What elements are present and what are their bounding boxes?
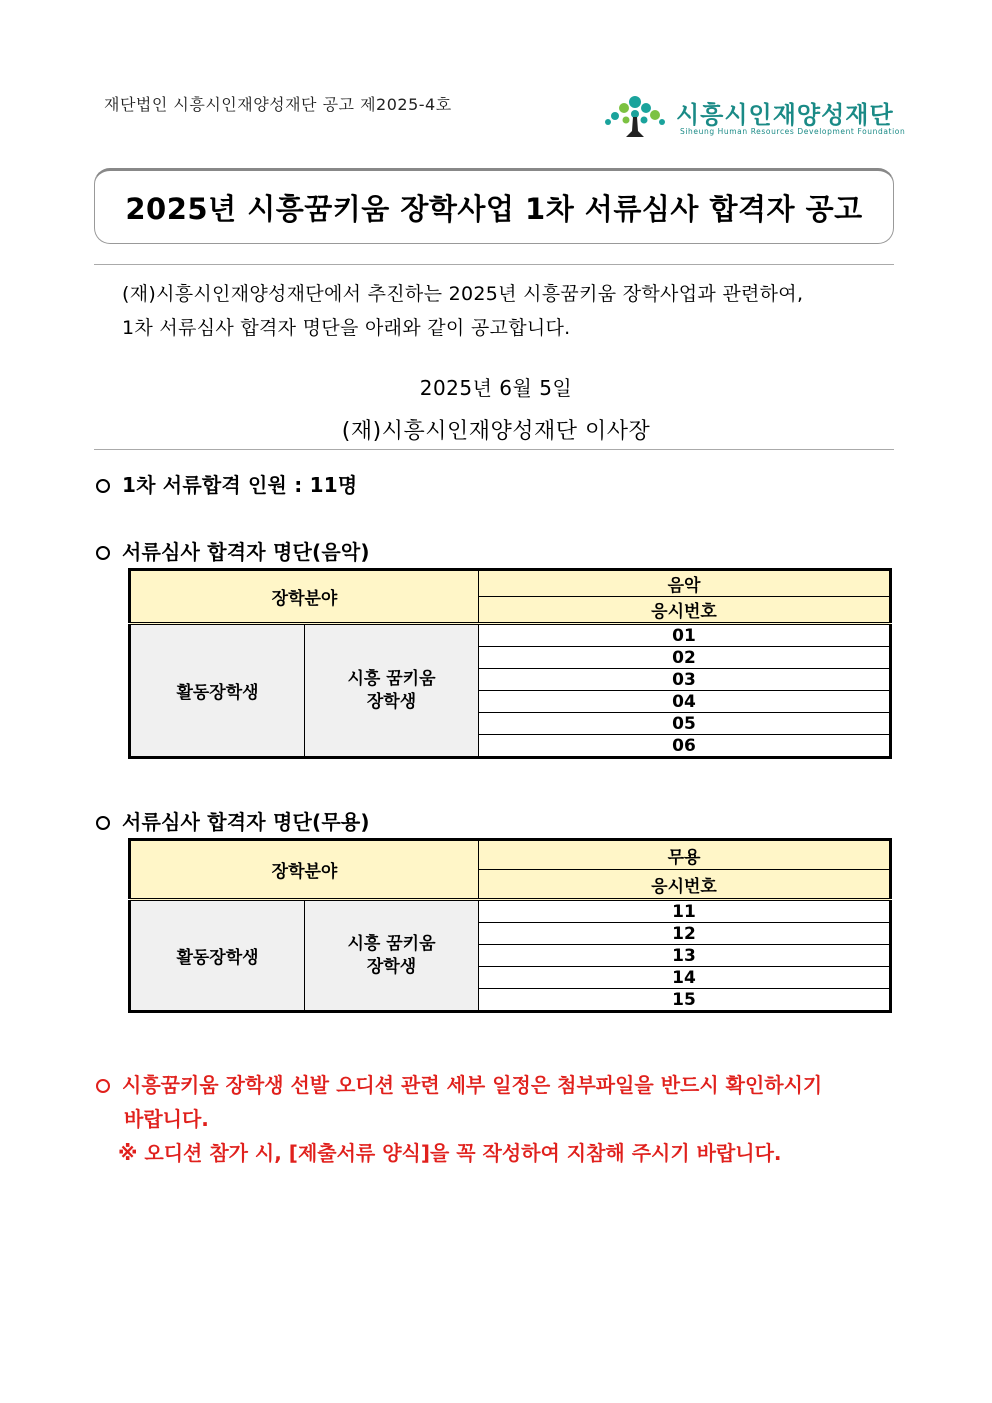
logo-subtitle: Siheung Human Resources Development Foundation <box>680 127 906 136</box>
issuer: (재)시흥시인재양성재단 이사장 <box>341 419 651 444</box>
program-cell <box>305 624 479 758</box>
summary-item <box>96 469 357 498</box>
program-line-1: 시흥 꿈키움 <box>347 668 436 689</box>
foundation-logo <box>604 93 906 141</box>
divider-top <box>94 264 894 265</box>
music-heading <box>96 536 370 565</box>
field-label: 장학분야 <box>130 840 479 900</box>
applicant-number: 12 <box>479 923 891 945</box>
page-title: 2025년 시흥꿈키움 장학사업 1차 서류심사 합격자 공고 <box>125 191 863 226</box>
applicant-number: 14 <box>479 967 891 989</box>
category-cell: 무용 <box>479 840 891 870</box>
program-line-1: 시흥 꿈키움 <box>347 933 436 954</box>
dance-table <box>128 838 892 1013</box>
applicant-number: 03 <box>479 669 891 691</box>
program-line-2: 장학생 <box>366 691 417 712</box>
announcement-date: 2025년 6월 5일 <box>419 376 573 400</box>
applicant-number: 05 <box>479 713 891 735</box>
category-cell: 음악 <box>479 570 891 597</box>
notice-line-1: 시흥꿈키움 장학생 선발 오디션 관련 세부 일정은 첨부파일을 반드시 확인하시기 <box>122 1073 823 1097</box>
foundation-tree-icon <box>604 93 666 139</box>
program-cell <box>305 900 479 1012</box>
applicant-number: 01 <box>479 624 891 647</box>
type-cell: 활동장학생 <box>130 900 305 1012</box>
notice-line-2: 바랍니다. <box>124 1107 209 1131</box>
applicant-number: 13 <box>479 945 891 967</box>
circle-bullet-icon <box>96 546 110 560</box>
circle-bullet-icon <box>96 479 110 493</box>
title-box <box>94 168 894 244</box>
circle-bullet-icon <box>96 816 110 830</box>
applicant-number: 02 <box>479 647 891 669</box>
program-line-2: 장학생 <box>366 956 417 977</box>
type-cell: 활동장학생 <box>130 624 305 758</box>
applicant-number: 15 <box>479 989 891 1012</box>
number-label: 응시번호 <box>479 597 891 624</box>
circle-bullet-icon <box>96 1079 110 1093</box>
music-table <box>128 568 892 759</box>
intro-paragraph <box>122 277 892 345</box>
divider-bottom <box>94 449 894 450</box>
dance-heading <box>96 806 370 835</box>
audition-notice <box>96 1068 896 1136</box>
audition-note: ※ 오디션 참가 시, [제출서류 양식]을 꼭 작성하여 지참해 주시기 바랍니다. <box>118 1141 782 1165</box>
intro-line-1: (재)시흥시인재양성재단에서 추진하는 2025년 시흥꿈키움 장학사업과 관련하여, <box>122 283 804 305</box>
number-label: 응시번호 <box>479 870 891 900</box>
logo-name: 시흥시인재양성재단 <box>676 101 894 129</box>
applicant-number: 04 <box>479 691 891 713</box>
summary-text: 1차 서류합격 인원 : 11명 <box>122 473 358 497</box>
announcement-number: 재단법인 시흥시인재양성재단 공고 제2025-4호 <box>104 95 452 114</box>
applicant-number: 06 <box>479 735 891 758</box>
intro-line-2: 1차 서류심사 합격자 명단을 아래와 같이 공고합니다. <box>122 317 571 339</box>
applicant-number: 11 <box>479 900 891 923</box>
dance-heading-text: 서류심사 합격자 명단(무용) <box>122 810 370 834</box>
field-label: 장학분야 <box>130 570 479 624</box>
music-heading-text: 서류심사 합격자 명단(음악) <box>122 540 370 564</box>
